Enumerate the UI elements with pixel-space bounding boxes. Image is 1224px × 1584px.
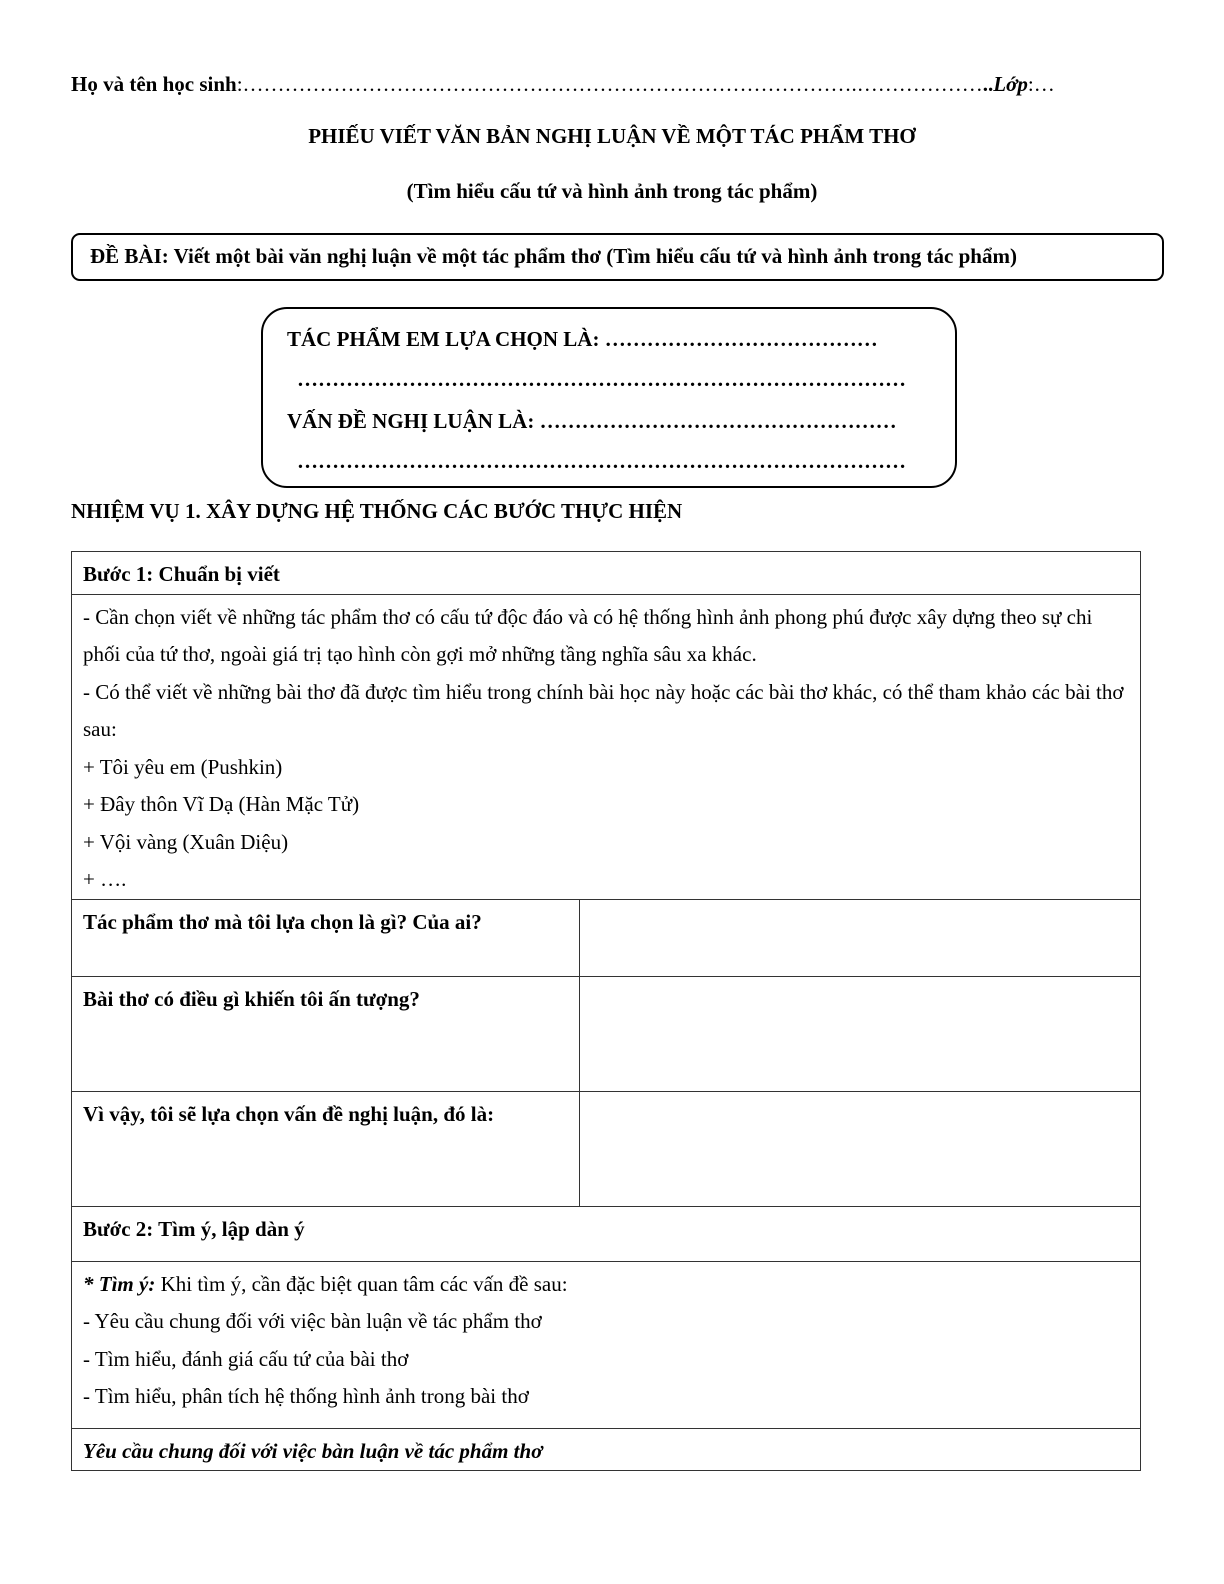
class-label: Lớp (993, 72, 1028, 96)
work-blank[interactable]: …………………………………………………………………………… (297, 367, 906, 391)
question-row-1 (72, 899, 1141, 976)
prompt-body: : Viết một bài văn nghị luận về một tác phẩm thơ (Tìm hiểu cấu tứ và hình ảnh trong tác phẩm) (161, 244, 1017, 268)
class-dots: .. (982, 72, 994, 96)
question-1: Tác phẩm thơ mà tôi lựa chọn là gì? Của ai? (72, 899, 580, 976)
list-item: + …. (83, 867, 127, 891)
question-row-2 (72, 976, 1141, 1091)
list-item: + Tôi yêu em (Pushkin) (83, 754, 283, 779)
general-req-row (72, 1428, 1141, 1471)
find-ideas-row (72, 1261, 1141, 1428)
step2-title-row (72, 1206, 1141, 1261)
question-row-3 (72, 1091, 1141, 1206)
list-item: + Vội vàng (Xuân Diệu) (83, 829, 289, 854)
choice-box (261, 307, 957, 488)
find-ideas-text: Khi tìm ý, cần đặc biệt quan tâm các vấn đề sau: (155, 1271, 568, 1296)
page-title: PHIẾU VIẾT VĂN BẢN NGHỊ LUẬN VỀ MỘT TÁC PHẨM THƠ (308, 124, 916, 148)
issue-blank[interactable]: …………………………………………………………………………… (297, 449, 906, 473)
general-req-title: Yêu cầu chung đối với việc bàn luận về tác phẩm thơ (72, 1428, 1141, 1471)
question-3: Vì vậy, tôi sẽ lựa chọn vấn đề nghị luận, đó là: (72, 1091, 580, 1206)
list-item: - Tìm hiểu, phân tích hệ thống hình ảnh trong bài thơ (83, 1384, 529, 1408)
list-item: + Đây thôn Vĩ Dạ (Hàn Mặc Tử) (83, 792, 360, 816)
student-name-label: Họ và tên học sinh (71, 72, 237, 96)
task-heading: NHIỆM VỤ 1. XÂY DỰNG HỆ THỐNG CÁC BƯỚC THỰC HIỆN (71, 499, 683, 523)
find-ideas-content (72, 1261, 1141, 1428)
student-name-blank[interactable]: :…………………………………………………………………………….……………… (236, 72, 983, 96)
step1-title-row (72, 552, 1141, 595)
prompt-text (90, 244, 1017, 269)
prompt-box (71, 233, 1164, 281)
find-ideas-intro (83, 1266, 1130, 1304)
question-2: Bài thơ có điều gì khiến tôi ấn tượng? (72, 976, 580, 1091)
prompt-label: ĐỀ BÀI (90, 244, 162, 268)
list-item: - Tìm hiểu, đánh giá cấu tứ của bài thơ (83, 1346, 409, 1371)
step1-title: Bước 1: Chuẩn bị viết (72, 552, 1141, 595)
issue-label[interactable]: VẤN ĐỀ NGHỊ LUẬN LÀ: …………………………………………… (287, 409, 897, 433)
list-item: - Có thể viết về những bài thơ đã được tìm hiểu trong chính bài học này hoặc các bài thơ khác, có thể tham khảo các bài thơ sau: (83, 679, 1124, 741)
steps-table (71, 551, 1141, 1471)
answer-3-field[interactable] (579, 1091, 1140, 1206)
answer-2-field[interactable] (579, 976, 1140, 1091)
step1-content (72, 594, 1141, 899)
class-blank[interactable]: :… (1027, 72, 1055, 96)
list-item: - Yêu cầu chung đối với việc bàn luận về tác phẩm thơ (83, 1309, 542, 1333)
find-ideas-label: * Tìm ý: (83, 1271, 156, 1296)
student-name-line (71, 72, 1171, 97)
answer-1-field[interactable] (579, 899, 1140, 976)
list-item: - Cần chọn viết về những tác phẩm thơ có cấu tứ độc đáo và có hệ thống hình ảnh phong phú được xây dựng theo sự chi phối của tứ thơ, ngoài giá trị tạo hình còn gợi mở những tầng nghĩa sâu xa khác. (83, 604, 1093, 666)
step2-title: Bước 2: Tìm ý, lập dàn ý (72, 1206, 1141, 1261)
page-subtitle: (Tìm hiểu cấu tứ và hình ảnh trong tác phẩm) (406, 179, 818, 203)
work-label[interactable]: TÁC PHẨM EM LỰA CHỌN LÀ: ………………………………… (287, 327, 878, 351)
step1-content-row (72, 594, 1141, 899)
